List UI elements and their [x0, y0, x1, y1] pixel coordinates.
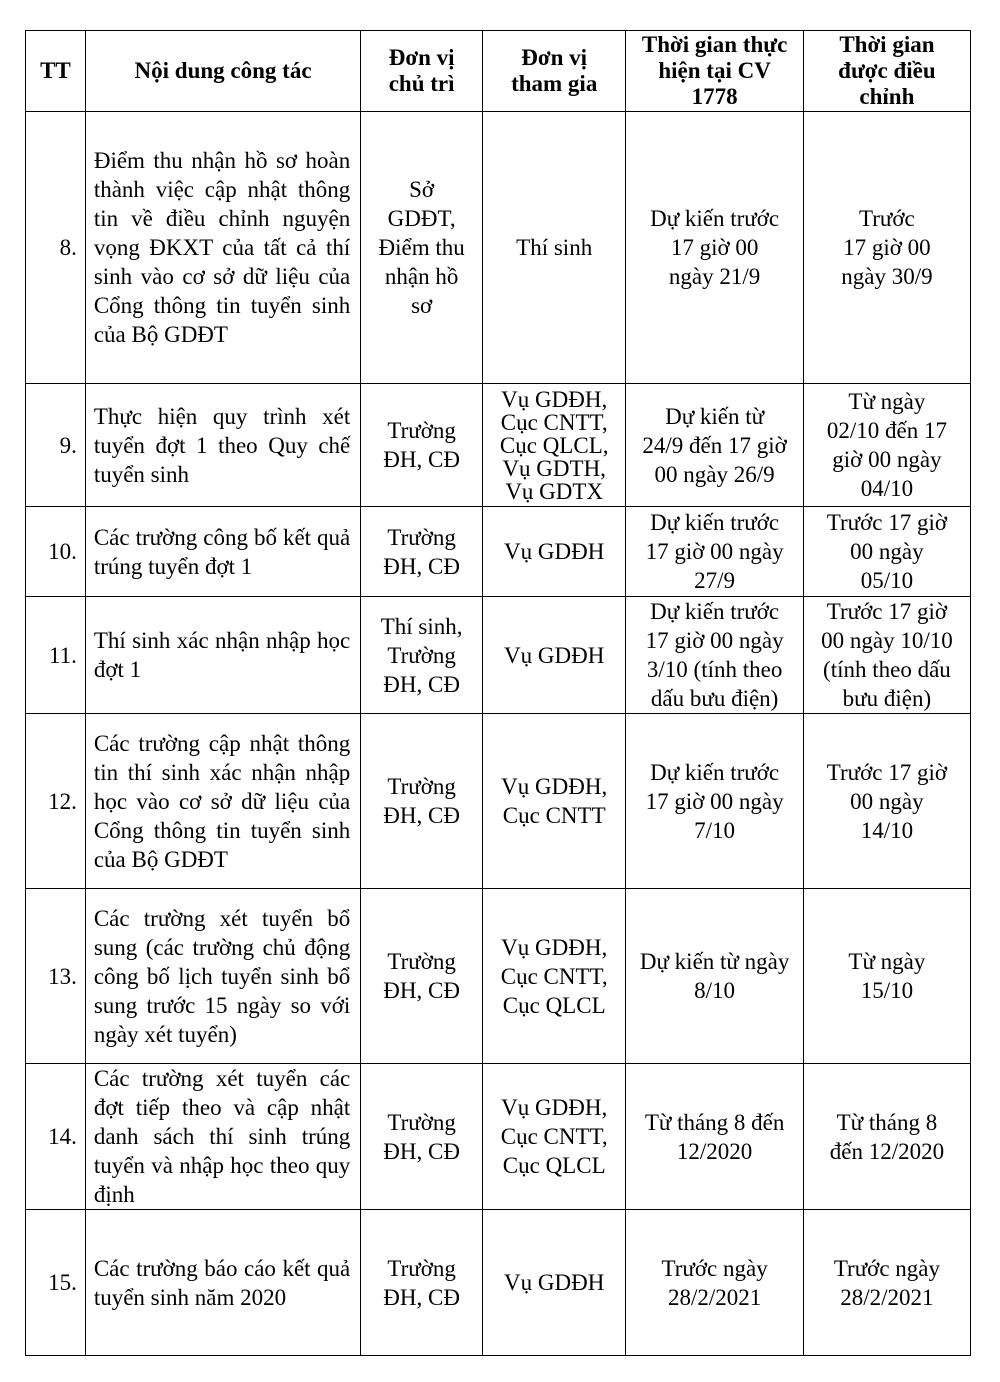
row-adjusted-time: Trước 17 giờ 00 ngày 05/10	[803, 507, 970, 597]
table-row	[26, 889, 971, 1064]
header-lead-unit: Đơn vị chủ trì	[361, 31, 483, 112]
row-lead-unit: Trường ĐH, CĐ	[361, 889, 483, 1064]
row-content: Điểm thu nhận hồ sơ hoàn thành việc cập nhật thông tin về điều chỉnh nguyện vọng ĐKXT của tất cả thí sinh vào cơ sở dữ liệu của Cổng thông tin tuyển sinh của Bộ GDĐT	[85, 112, 360, 384]
table-header	[26, 31, 971, 112]
row-participating-unit: Vụ GDĐH, Cục CNTT, Cục QLCL	[483, 1064, 626, 1210]
row-original-time: Dự kiến trước 17 giờ 00 ngày 27/9	[626, 507, 803, 597]
header-tt: TT	[26, 31, 86, 112]
header-adjusted-time: Thời gian được điều chỉnh	[803, 31, 970, 112]
row-original-time: Dự kiến trước 17 giờ 00 ngày 7/10	[626, 714, 803, 889]
row-original-time: Dự kiến trước 17 giờ 00 ngày 21/9	[626, 112, 803, 384]
schedule-table	[25, 30, 971, 1356]
row-participating-unit: Vụ GDĐH	[483, 1210, 626, 1356]
row-original-time: Dự kiến trước 17 giờ 00 ngày 3/10 (tính theo dấu bưu điện)	[626, 597, 803, 714]
row-original-time: Dự kiến từ 24/9 đến 17 giờ 00 ngày 26/9	[626, 384, 803, 507]
row-content: Các trường công bố kết quả trúng tuyển đợt 1	[85, 507, 360, 597]
table-row	[26, 384, 971, 507]
row-number: 10.	[26, 507, 86, 597]
table-row	[26, 1064, 971, 1210]
table-row	[26, 507, 971, 597]
table-row	[26, 597, 971, 714]
row-content: Thực hiện quy trình xét tuyển đợt 1 theo Quy chế tuyển sinh	[85, 384, 360, 507]
table-body	[26, 112, 971, 1356]
header-content: Nội dung công tác	[85, 31, 360, 112]
row-lead-unit: Trường ĐH, CĐ	[361, 507, 483, 597]
row-adjusted-time: Trước 17 giờ 00 ngày 14/10	[803, 714, 970, 889]
header-row	[26, 31, 971, 112]
row-content: Các trường cập nhật thông tin thí sinh xác nhận nhập học vào cơ sở dữ liệu của Cổng thông tin tuyển sinh của Bộ GDĐT	[85, 714, 360, 889]
row-number: 13.	[26, 889, 86, 1064]
row-participating-unit: Vụ GDĐH, Cục CNTT, Cục QLCL	[483, 889, 626, 1064]
row-participating-unit: Thí sinh	[483, 112, 626, 384]
row-lead-unit: Trường ĐH, CĐ	[361, 1064, 483, 1210]
row-participating-unit: Vụ GDĐH	[483, 507, 626, 597]
row-lead-unit: Thí sinh, Trường ĐH, CĐ	[361, 597, 483, 714]
row-adjusted-time: Từ ngày 15/10	[803, 889, 970, 1064]
row-adjusted-time: Từ ngày 02/10 đến 17 giờ 00 ngày 04/10	[803, 384, 970, 507]
header-participating-unit: Đơn vị tham gia	[483, 31, 626, 112]
row-lead-unit: Trường ĐH, CĐ	[361, 714, 483, 889]
row-number: 9.	[26, 384, 86, 507]
row-participating-unit: Vụ GDĐH	[483, 597, 626, 714]
row-adjusted-time: Từ tháng 8 đến 12/2020	[803, 1064, 970, 1210]
row-number: 8.	[26, 112, 86, 384]
table-row	[26, 714, 971, 889]
row-number: 15.	[26, 1210, 86, 1356]
row-lead-unit: Trường ĐH, CĐ	[361, 384, 483, 507]
row-number: 12.	[26, 714, 86, 889]
row-original-time: Từ tháng 8 đến 12/2020	[626, 1064, 803, 1210]
row-number: 11.	[26, 597, 86, 714]
table-row	[26, 112, 971, 384]
header-original-time: Thời gian thực hiện tại CV 1778	[626, 31, 803, 112]
row-adjusted-time: Trước ngày 28/2/2021	[803, 1210, 970, 1356]
row-original-time: Trước ngày 28/2/2021	[626, 1210, 803, 1356]
row-content: Các trường báo cáo kết quả tuyển sinh năm 2020	[85, 1210, 360, 1356]
row-lead-unit: Trường ĐH, CĐ	[361, 1210, 483, 1356]
row-participating-unit: Vụ GDĐH, Cục CNTT, Cục QLCL, Vụ GDTH, Vụ GDTX	[483, 384, 626, 507]
row-participating-unit: Vụ GDĐH, Cục CNTT	[483, 714, 626, 889]
row-lead-unit: Sở GDĐT, Điểm thu nhận hồ sơ	[361, 112, 483, 384]
row-number: 14.	[26, 1064, 86, 1210]
row-content: Thí sinh xác nhận nhập học đợt 1	[85, 597, 360, 714]
table-row	[26, 1210, 971, 1356]
row-adjusted-time: Trước 17 giờ 00 ngày 30/9	[803, 112, 970, 384]
row-original-time: Dự kiến từ ngày 8/10	[626, 889, 803, 1064]
row-adjusted-time: Trước 17 giờ 00 ngày 10/10 (tính theo dấu bưu điện)	[803, 597, 970, 714]
row-content: Các trường xét tuyển bổ sung (các trường chủ động công bố lịch tuyển sinh bổ sung trước 15 ngày so với ngày xét tuyển)	[85, 889, 360, 1064]
row-content: Các trường xét tuyển các đợt tiếp theo và cập nhật danh sách thí sinh trúng tuyển và nhập học theo quy định	[85, 1064, 360, 1210]
